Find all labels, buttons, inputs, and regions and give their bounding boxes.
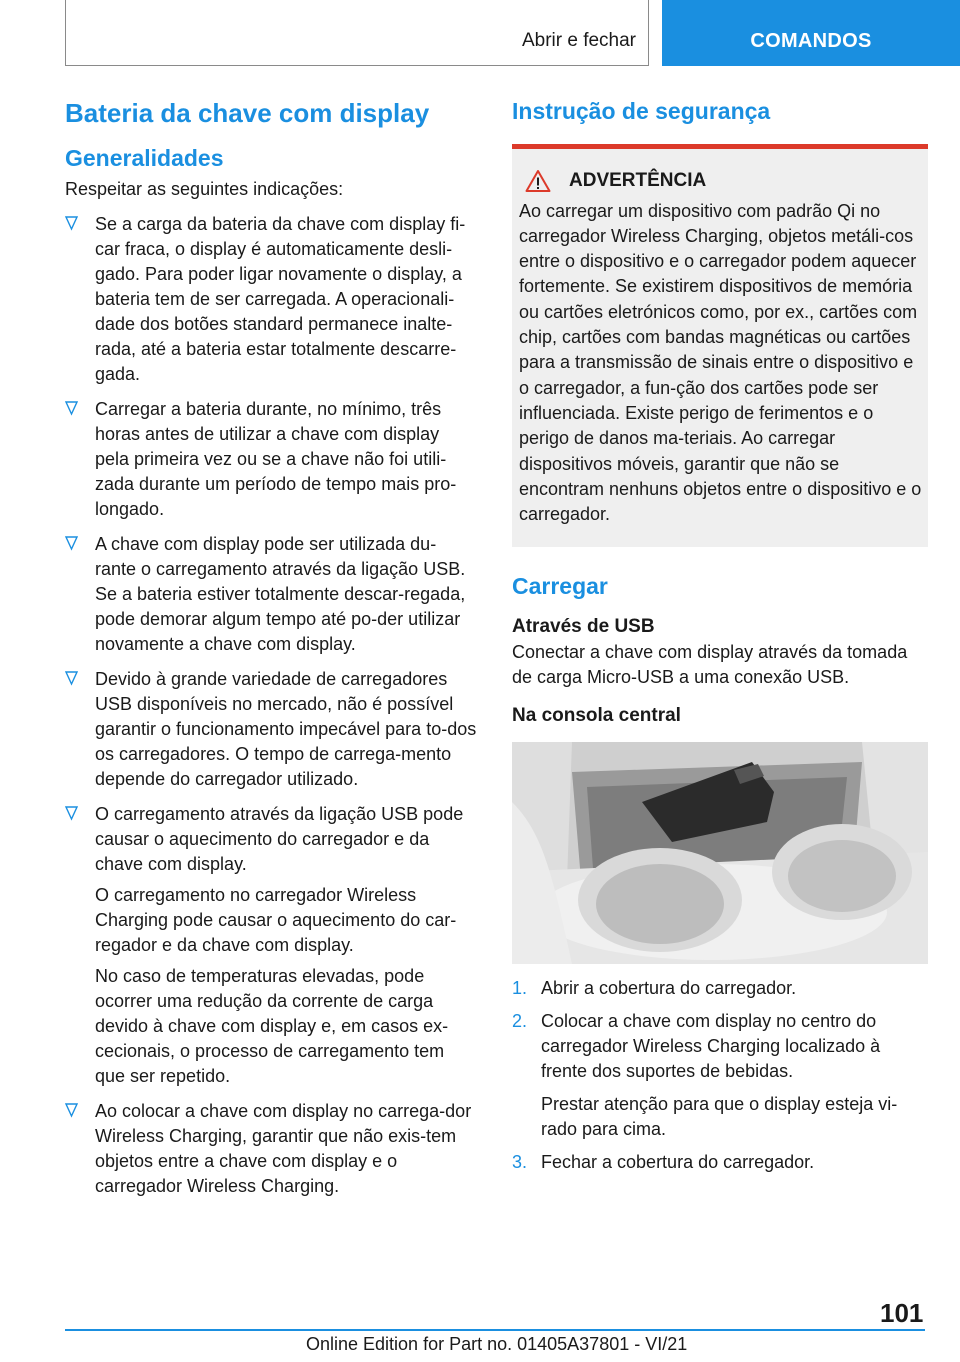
left-column <box>65 98 477 1209</box>
bullet-text: Carregar a bateria durante, no mínimo, três horas antes de utilizar a chave com display pela primeira vez ou se a chave não foi utili-zada durante um período de tempo mais pro-longado. <box>95 398 457 519</box>
warning-triangle-icon <box>525 169 551 193</box>
section-heading-generalidades: Generalidades <box>65 145 224 172</box>
step-number: 2. <box>512 1011 528 1032</box>
list-item <box>65 532 477 657</box>
footer-divider <box>65 1329 925 1331</box>
list-item <box>65 212 477 387</box>
page-title: Bateria da chave com display <box>65 98 430 128</box>
bullet-list <box>65 212 477 1199</box>
step-text: Fechar a cobertura do carregador. <box>541 1152 815 1173</box>
list-item <box>512 976 928 1001</box>
bullet-triangle-icon <box>65 670 78 686</box>
bullet-triangle-icon <box>65 215 78 231</box>
list-item <box>512 1150 928 1175</box>
bullet-triangle-icon <box>65 400 78 416</box>
step-list <box>512 976 928 1175</box>
list-item <box>512 1009 928 1142</box>
bullet-subtext: O carregamento no carregador Wireless Charging pode causar o aquecimento do car-regador e da chave com display. <box>95 884 457 955</box>
warning-text: Ao carregar um dispositivo com padrão Qi no carregador Wireless Charging, objetos metáli-cos entre o dispositivo e o carregador podem aquecer fortemente. Se existirem dispositivos de memória ou cartões eletrónicos como, por ex., cartões com chip, cartões com bandas magnéticas ou cartões para a transmissão de sinais entre o dispositivo e o carregador, a fun-ção dos cartões pode ser influenciada. Existe perigo de ferimentos e o perigo de danos ma-teriais. Ao carregar dispositivos móveis, garantir que não se encontram nenhuns objetos entre o dispositivo e o carregador. <box>519 200 922 525</box>
bullet-triangle-icon <box>65 1102 78 1118</box>
bullet-text: Devido à grande variedade de carregadores USB disponíveis no mercado, não é possível garantir o funcionamento impecável para to-dos os carregadores. O tempo de carrega-mento depende do carregador utilizado. <box>95 668 477 789</box>
step-text: Abrir a cobertura do carregador. <box>541 978 797 999</box>
step-text: Colocar a chave com display no centro do carregador Wireless Charging localizado à frente dos suportes de bebidas. <box>541 1011 881 1082</box>
usb-text: Conectar a chave com display através da tomada de carga Micro-USB a uma conexão USB. <box>512 641 908 687</box>
list-item <box>65 397 477 522</box>
list-item <box>65 1099 477 1199</box>
bullet-subtext: No caso de temperaturas elevadas, pode ocorrer uma redução da corrente de carga devido à chave com display e, em casos ex-cecionais, o processo de carregamento tem que ser repetido. <box>95 965 449 1086</box>
bullet-text: A chave com display pode ser utilizada du-rante o carregamento através da ligação USB. Se a bateria estiver totalmente descar-regada, pode demorar algum tempo até po-der utilizar novamente a chave com display. <box>95 533 466 654</box>
page-number: 101 <box>880 1298 924 1328</box>
warning-box <box>512 144 928 548</box>
bullet-triangle-icon <box>65 805 78 821</box>
header-tab[interactable] <box>662 0 960 66</box>
header-section-label: Abrir e fechar <box>521 30 636 51</box>
subheading-usb: Através de USB <box>512 616 655 638</box>
header-section-box <box>65 0 649 66</box>
section-heading-safety: Instrução de segurança <box>512 98 771 124</box>
list-item <box>65 667 477 792</box>
footer-edition: Online Edition for Part no. 01405A37801 - VI/21 <box>306 1334 688 1354</box>
warning-header <box>519 169 922 193</box>
header-tab-label: COMANDOS <box>750 30 872 52</box>
bullet-text: Se a carga da bateria da chave com display fi-car fraca, o display é automaticamente desli-gado. Para poder ligar novamente o display, a bateria tem de ser carregada. A operacionali-dade dos botões standard permanece inalte-rada, até a bateria estar totalmente descarre-gada. <box>95 213 466 384</box>
bullet-triangle-icon <box>65 535 78 551</box>
section-heading-charge: Carregar <box>512 573 608 600</box>
bullet-text: Ao colocar a chave com display no carrega-dor Wireless Charging, garantir que não exis-tem objetos entre a chave com display e o carregador Wireless Charging. <box>95 1100 472 1196</box>
right-column <box>512 98 928 1183</box>
intro-text: Respeitar as seguintes indicações: <box>65 178 344 199</box>
list-item <box>65 802 477 1089</box>
warning-title: ADVERTÊNCIA <box>569 169 707 191</box>
step-number: 3. <box>512 1152 528 1173</box>
center-console-photo <box>512 742 928 964</box>
subheading-console: Na consola central <box>512 704 681 726</box>
bullet-text: O carregamento através da ligação USB pode causar o aquecimento do carregador e da chave com display. <box>95 803 464 874</box>
step-subtext: Prestar atenção para que o display esteja vi-rado para cima. <box>541 1094 898 1140</box>
step-number: 1. <box>512 978 528 999</box>
